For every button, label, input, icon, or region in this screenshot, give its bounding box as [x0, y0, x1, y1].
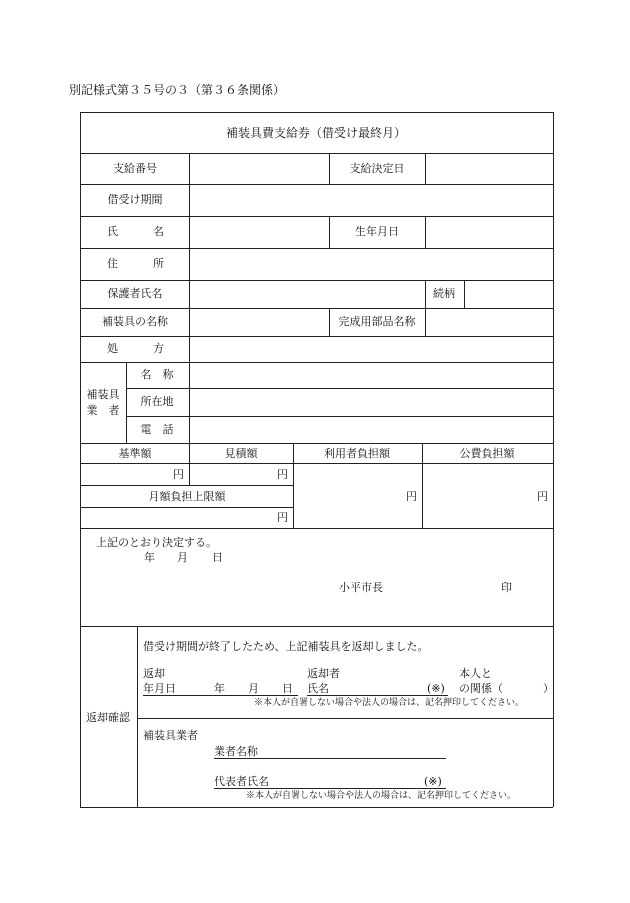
vendor-note: ※本人が自署しない場合や法人の場合は、記名押印してください。: [246, 791, 517, 801]
vendor-rep-field[interactable]: [276, 771, 421, 787]
return-month: 月: [248, 682, 259, 695]
estimate-yen: 円: [277, 468, 288, 481]
label-address-a: 住: [107, 257, 118, 270]
return-day: 日: [282, 682, 293, 695]
relationship-field[interactable]: [465, 281, 553, 308]
public-burden-yen: 円: [537, 490, 548, 503]
vendor-rep-mark: (※): [424, 775, 442, 788]
label-device-name: 補装具の名称: [102, 315, 168, 328]
vendor-phone-field[interactable]: [190, 417, 553, 443]
vendor-company-field[interactable]: [264, 741, 444, 757]
label-vendor-name: 名 称: [140, 368, 174, 381]
decision-date-field[interactable]: [426, 154, 553, 184]
decision-year: 年: [144, 551, 155, 564]
prescription-field[interactable]: [190, 337, 553, 362]
user-burden-yen: 円: [406, 490, 417, 503]
form-reference: 別記様式第３５号の３（第３６条関係）: [69, 83, 286, 97]
vendor-heading: 補装具業者: [143, 729, 198, 742]
label-payment-number: 支給番号: [113, 162, 157, 175]
seal-mark: 印: [501, 581, 512, 594]
return-statement: 借受け期間が終了したため、上記補装具を返却しました。: [143, 640, 429, 653]
label-vendor-line2: 業 者: [86, 404, 120, 417]
monthly-cap-label: 月額負担上限額: [148, 490, 226, 503]
relation-close: ）: [543, 682, 554, 695]
mayor-label: 小平市長: [339, 581, 383, 594]
label-parts-name: 完成用部品名称: [338, 315, 416, 328]
amount-header-public-burden: 公費負担額: [459, 447, 515, 460]
amount-header-standard: 基準額: [118, 447, 152, 460]
form-title: 補装具費支給券（借受け最終月）: [225, 126, 407, 140]
label-vendor-location: 所在地: [140, 395, 174, 408]
name-field[interactable]: [190, 217, 329, 248]
return-date-label-1: 返却: [143, 667, 165, 680]
label-address-b: 所: [153, 257, 164, 270]
relation-field[interactable]: [510, 678, 542, 694]
label-vendor-phone: 電 話: [140, 423, 174, 436]
decision-month: 月: [177, 551, 188, 564]
relation-label-2: の関係（: [459, 682, 503, 695]
returner-label-2: 氏名: [307, 682, 329, 695]
returner-label-1: 返却者: [307, 667, 340, 680]
device-name-field[interactable]: [190, 309, 329, 336]
returner-name-field[interactable]: [332, 678, 424, 694]
decision-text: 上記のとおり決定する。: [96, 536, 217, 549]
return-confirmation-label: 返却確認: [86, 711, 130, 724]
label-guardian-name: 保護者氏名: [107, 287, 163, 300]
amount-header-user-burden: 利用者負担額: [324, 447, 390, 460]
label-relationship: 続柄: [433, 287, 455, 300]
returner-mark: (※): [427, 682, 445, 695]
payment-number-field[interactable]: [190, 154, 329, 184]
monthly-cap-yen: 円: [277, 511, 288, 524]
label-prescription-b: 方: [153, 342, 164, 355]
label-name-a: 氏: [107, 225, 118, 238]
label-name-b: 名: [153, 225, 164, 238]
label-rental-period: 借受け期間: [107, 193, 163, 206]
vendor-company-label: 業者名称: [214, 745, 258, 758]
guardian-name-field[interactable]: [190, 281, 425, 308]
return-year: 年: [214, 682, 225, 695]
rental-period-field[interactable]: [190, 185, 553, 216]
parts-name-field[interactable]: [426, 309, 553, 336]
standard-yen: 円: [173, 468, 184, 481]
return-note: ※本人が自署しない場合や法人の場合は、記名押印してください。: [254, 698, 525, 708]
birth-date-field[interactable]: [426, 217, 553, 248]
vendor-name-field[interactable]: [190, 363, 553, 388]
relation-label-1: 本人と: [459, 667, 492, 680]
vendor-location-field[interactable]: [190, 389, 553, 416]
label-prescription-a: 処: [107, 342, 118, 355]
label-decision-date: 支給決定日: [349, 162, 405, 175]
return-date-label-2: 年月日: [143, 682, 176, 695]
label-birth-date: 生年月日: [355, 225, 399, 238]
label-vendor-line1: 補装具: [86, 388, 120, 401]
vendor-rep-label: 代表者氏名: [214, 775, 269, 788]
amount-header-estimate: 見積額: [224, 447, 258, 460]
return-date-field[interactable]: [180, 678, 290, 694]
address-field[interactable]: [190, 249, 553, 280]
decision-day: 日: [212, 551, 223, 564]
